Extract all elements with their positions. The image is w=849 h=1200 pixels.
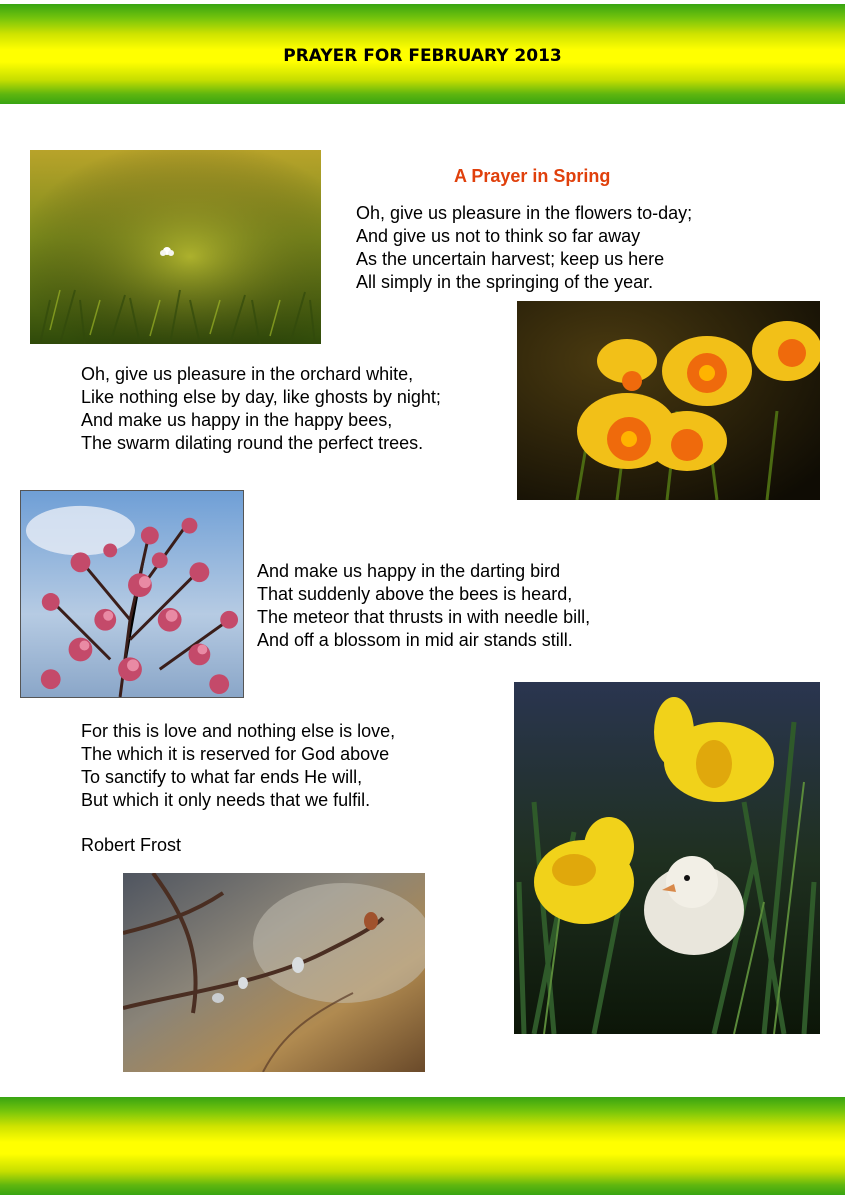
footer-banner [0,1097,845,1195]
stanza-line: Oh, give us pleasure in the orchard white, [81,364,414,384]
chick-daffodils-photo [514,682,820,1034]
stanza-2 [81,363,441,455]
stanza-line: The which it is reserved for God above [81,744,390,764]
header-banner [0,4,845,104]
stanza-line: Oh, give us pleasure in the flowers to-day; [356,203,693,223]
stanza-line: And give us not to think so far away [356,226,641,246]
stanza-line: Like nothing else by day, like ghosts by night; [81,387,441,407]
stanza-3 [257,560,590,652]
poem-author: Robert Frost [81,835,182,855]
stanza-1 [356,202,692,294]
stanza-4 [81,720,395,812]
poem-title: A Prayer in Spring [454,166,611,186]
stanza-line: And make us happy in the darting bird [257,561,561,581]
twig-photo [123,873,425,1072]
stanza-line: The swarm dilating round the perfect trees. [81,433,424,453]
stanza-line: For this is love and nothing else is love, [81,721,396,741]
stanza-line: All simply in the springing of the year. [356,272,654,292]
stanza-line: But which it only needs that we fulfil. [81,790,371,810]
stanza-line: To sanctify to what far ends He will, [81,767,363,787]
stanza-line: The meteor that thrusts in with needle bill, [257,607,591,627]
grass-photo [30,150,321,344]
stanza-line: As the uncertain harvest; keep us here [356,249,665,269]
stanza-line: That suddenly above the bees is heard, [257,584,573,604]
daffodils-photo [517,301,820,500]
stanza-line: And off a blossom in mid air stands still. [257,630,573,650]
stanza-line: And make us happy in the happy bees, [81,410,393,430]
blossom-photo [20,490,244,698]
page-title: PRAYER FOR FEBRUARY 2013 [283,46,562,66]
